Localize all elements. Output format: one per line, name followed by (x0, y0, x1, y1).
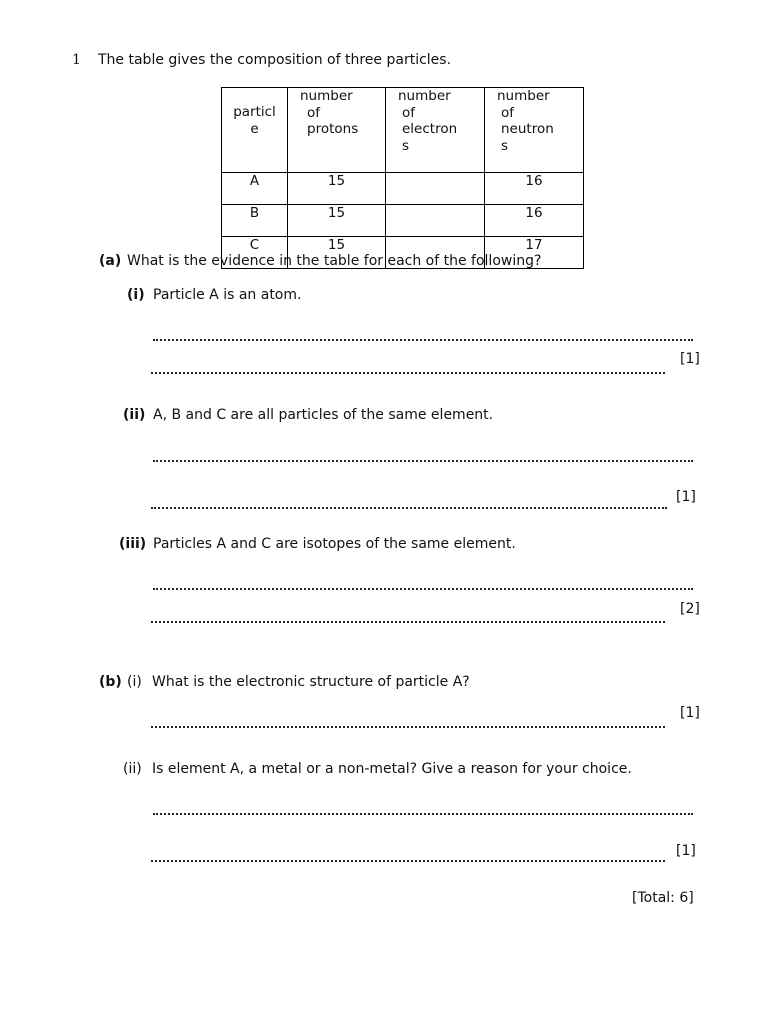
part-b-i-label: (i) (127, 674, 142, 690)
table-row-b (222, 205, 584, 237)
cell-protons: 15 (288, 205, 386, 237)
part-b-ii-text: Is element A, a metal or a non-metal? Give a reason for your choice. (152, 761, 632, 777)
table-header-row (222, 88, 584, 173)
mark-a-i: [1] (680, 351, 700, 367)
mark-b-ii: [1] (676, 843, 696, 859)
cell-protons: 15 (288, 237, 386, 269)
part-a-label: (a) (99, 253, 122, 269)
cell-neutrons: 17 (485, 237, 584, 269)
question-number: 1 (72, 52, 81, 68)
answer-line-a-iii-2[interactable] (151, 621, 665, 623)
part-a-i-text: Particle A is an atom. (153, 287, 302, 303)
answer-line-a-i-1[interactable] (153, 339, 693, 341)
answer-line-b-ii-2[interactable] (151, 860, 665, 862)
part-a-ii-label: (ii) (123, 407, 146, 423)
answer-line-a-ii-1[interactable] (153, 460, 693, 462)
header-particle: particl e (222, 88, 288, 173)
part-a-iii-label: (iii) (119, 536, 147, 552)
answer-line-b-i[interactable] (151, 726, 665, 728)
part-a-text: What is the evidence in the table for each of the following? (127, 253, 542, 269)
cell-neutrons: 16 (485, 173, 584, 205)
header-electrons: number of electron s (386, 88, 485, 173)
cell-neutrons: 16 (485, 205, 584, 237)
part-a-i-label: (i) (127, 287, 145, 303)
part-b-ii-label: (ii) (123, 761, 142, 777)
mark-a-ii: [1] (676, 489, 696, 505)
cell-electrons[interactable] (386, 205, 485, 237)
cell-particle: C (222, 237, 288, 269)
total-marks: [Total: 6] (632, 890, 694, 906)
table-row-a (222, 173, 584, 205)
part-b-label: (b) (99, 674, 122, 690)
composition-table (221, 87, 584, 269)
header-protons: number of protons (288, 88, 386, 173)
part-a-iii-text: Particles A and C are isotopes of the same element. (153, 536, 516, 552)
cell-protons: 15 (288, 173, 386, 205)
mark-b-i: [1] (680, 705, 700, 721)
answer-line-a-i-2[interactable] (151, 372, 665, 374)
answer-line-a-ii-2[interactable] (151, 507, 667, 509)
cell-particle: A (222, 173, 288, 205)
part-b-i-text: What is the electronic structure of particle A? (152, 674, 470, 690)
part-a-ii-text: A, B and C are all particles of the same element. (153, 407, 494, 423)
header-neutrons: number of neutron s (485, 88, 584, 173)
question-intro: The table gives the composition of three particles. (98, 52, 452, 68)
cell-electrons[interactable] (386, 173, 485, 205)
cell-particle: B (222, 205, 288, 237)
answer-line-b-ii-1[interactable] (153, 813, 693, 815)
answer-line-a-iii-1[interactable] (153, 588, 693, 590)
mark-a-iii: [2] (680, 601, 700, 617)
